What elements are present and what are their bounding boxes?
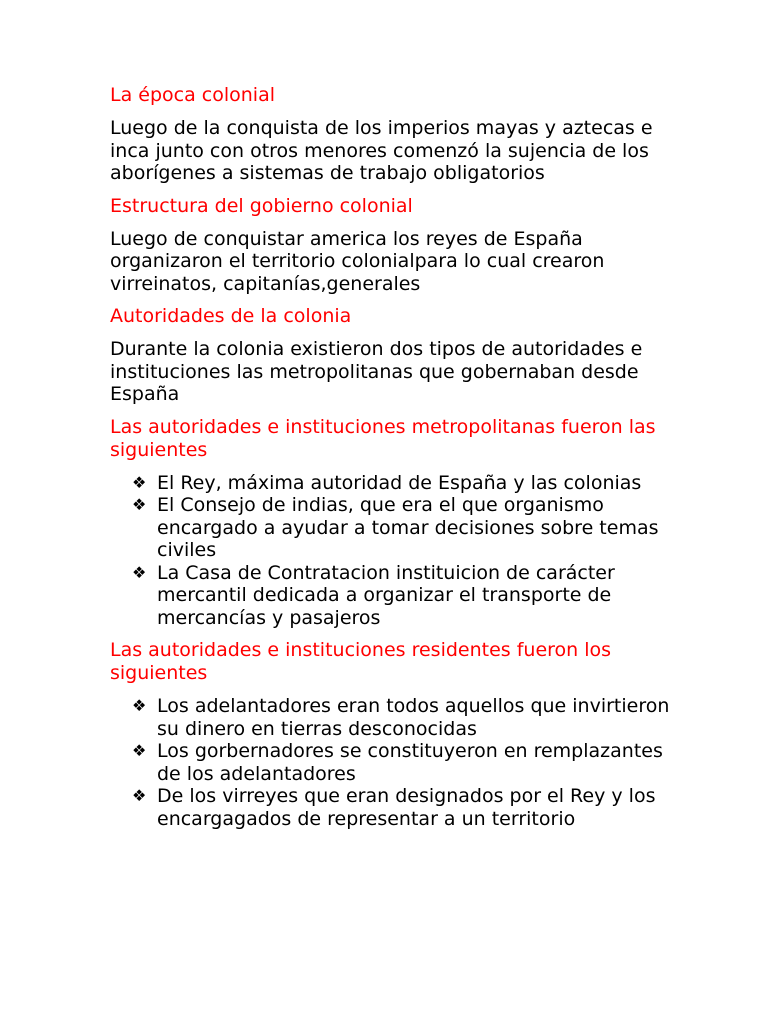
section-heading-residentes: Las autoridades e instituciones residentes fueron los siguientes (110, 639, 612, 684)
list-item (132, 472, 670, 495)
bullet-list-residentes (110, 695, 670, 830)
document-page (110, 84, 670, 840)
list-item (132, 562, 670, 630)
list-item (132, 494, 670, 562)
bullet-list-metropolitanas (110, 472, 670, 630)
list-item (132, 695, 670, 740)
list-item-text: El Rey, máxima autoridad de España y las colonias (157, 471, 642, 494)
section-heading-estructura-gobierno: Estructura del gobierno colonial (110, 194, 413, 217)
list-item-text: Los adelantadores eran todos aquellos que invirtieron su dinero en tierras desconocidas (157, 695, 670, 740)
list-item-text: De los virreyes que eran designados por el Rey y los encargagados de representar a un territorio (157, 785, 656, 830)
section-heading-metropolitanas: Las autoridades e instituciones metropolitanas fueron las siguientes (110, 415, 656, 461)
section-paragraph-autoridades-colonia: Durante la colonia existieron dos tipos de autoridades e instituciones las metropolitanas que gobernaban desde España (110, 338, 643, 405)
section-paragraph-epoca-colonial: Luego de la conquista de los imperios mayas y aztecas e inca junto con otros menores comenzó la sujencia de los aborígenes a sistemas de trabajo obligatorios (110, 117, 653, 184)
list-item (132, 785, 670, 830)
diamond-bullet-icon: ❖ (132, 472, 147, 492)
diamond-bullet-icon: ❖ (132, 562, 147, 582)
list-item-text: Los gorbernadores se constituyeron en remplazantes de los adelantadores (157, 740, 663, 785)
diamond-bullet-icon: ❖ (132, 495, 147, 514)
list-item-text: La Casa de Contratacion instituicion de carácter mercantil dedicada a organizar el transporte de mercancías y pasajeros (157, 561, 615, 629)
list-item (132, 740, 670, 785)
diamond-bullet-icon: ❖ (132, 696, 147, 715)
section-paragraph-estructura-gobierno: Luego de conquistar america los reyes de España organizaron el territorio colonialpara lo cual crearon virreinatos, capitanías,generales (110, 227, 605, 295)
section-heading-epoca-colonial: La época colonial (110, 84, 275, 106)
list-item-text: El Consejo de indias, que era el que organismo encargado a ayudar a tomar decisiones sobre temas civiles (157, 494, 659, 561)
diamond-bullet-icon: ❖ (132, 741, 147, 760)
diamond-bullet-icon: ❖ (132, 786, 147, 805)
section-heading-autoridades-colonia: Autoridades de la colonia (110, 305, 352, 327)
